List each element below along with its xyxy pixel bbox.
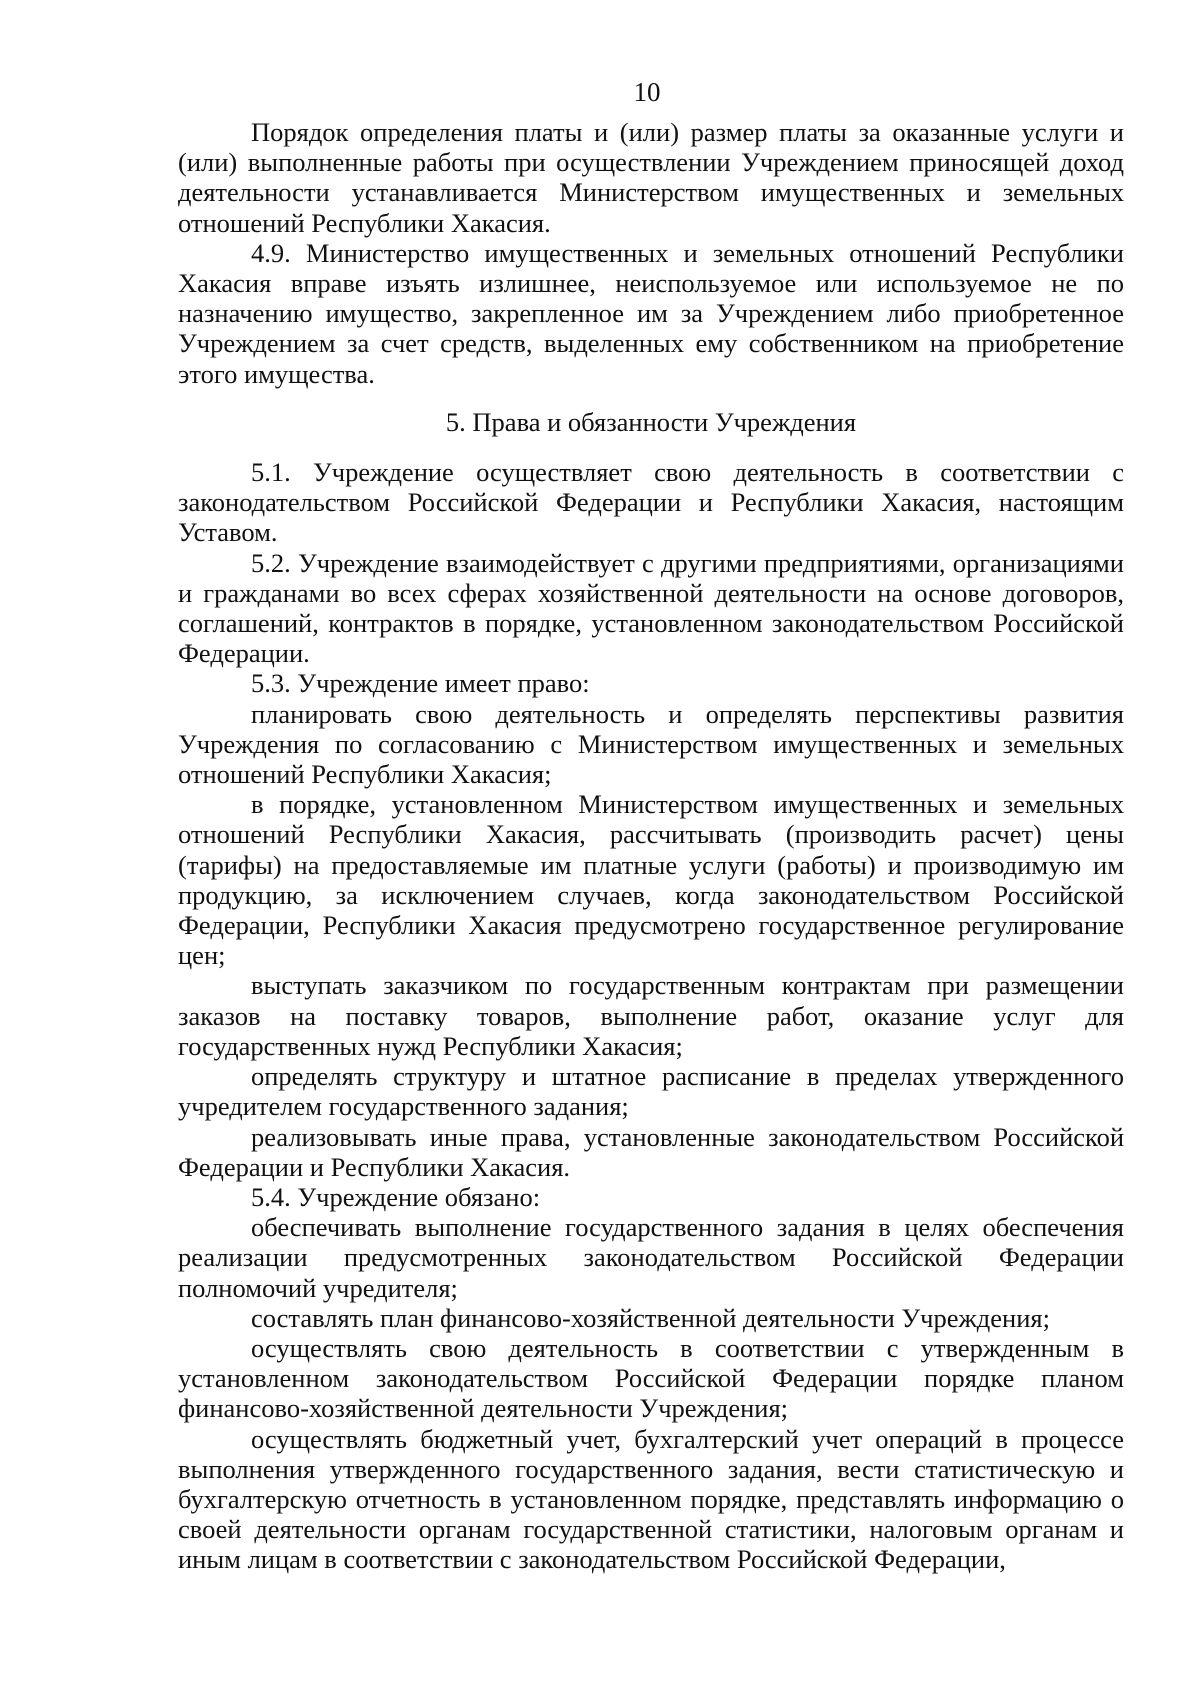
- paragraph-5-3: 5.3. Учреждение имеет право:: [251, 668, 590, 699]
- list-item-right-planning: планировать свою деятельность и определять перспективы развития Учреждения по согласованию с Министерством имущественных и земельных отношений Республики Хакасия;: [178, 698, 1124, 790]
- page-number: 10: [633, 77, 661, 107]
- list-item-duty-state-task: обеспечивать выполнение государственного задания в целях обеспечения реализации предусмотренных законодательством Российской Федерации полномочий учредителя;: [178, 1212, 1124, 1303]
- paragraph-5-1: 5.1. Учреждение осуществляет свою деятельность в соответствии с законодательством Российской Федерации и Республики Хакасия, настоящим Уставом.: [178, 457, 1124, 548]
- list-item-right-customer: выступать заказчиком по государственным контрактам при размещении заказов на поставку товаров, выполнение работ, оказание услуг для государственных нужд Республики Хакасия;: [178, 970, 1124, 1061]
- document-body: [178, 117, 1124, 1575]
- list-item-duty-plan: составлять план финансово-хозяйственной деятельности Учреждения;: [251, 1302, 1050, 1333]
- list-item-duty-accounting: осуществлять бюджетный учет, бухгалтерский учет операций в процессе выполнения утвержденного государственного задания, вести статистическую и бухгалтерскую отчетность в установленном порядке, представлять информацию о своей деятельности органам государственной статистики, налоговым органам и иным лицам в соответствии с законодательством Российской Федерации,: [178, 1423, 1124, 1575]
- list-item-right-structure: определять структуру и штатное расписание в пределах утвержденного учредителем государственного задания;: [178, 1061, 1124, 1122]
- list-item-duty-activity: осуществлять свою деятельность в соответствии с утвержденным в установленном законодательством Российской Федерации порядке планом финансово-хозяйственной деятельности Учреждения;: [178, 1332, 1124, 1424]
- list-item-right-pricing: в порядке, установленном Министерством имущественных и земельных отношений Республики Хакасия, рассчитывать (производить расчет) цены (тарифы) на предоставляемые им платные услуги (работы) и производимую им продукцию, за исключением случаев, когда законодательством Российской Федерации, Республики Хакасия предусмотрено государственное регулирование цен;: [178, 789, 1124, 971]
- list-item-right-other: реализовывать иные права, установленные законодательством Российской Федерации и Республики Хакасия.: [178, 1121, 1124, 1182]
- paragraph-5-2: 5.2. Учреждение взаимодействует с другими предприятиями, организациями и гражданами во всех сферах хозяйственной деятельности на основе договоров, соглашений, контрактов в порядке, установленном законодательством Российской Федерации.: [178, 547, 1124, 669]
- paragraph-4-9: 4.9. Министерство имущественных и земельных отношений Республики Хакасия вправе изъять излишнее, неиспользуемое или используемое не по назначению имущество, закрепленное им за Учреждением либо приобретенное Учреждением за счет средств, выделенных ему собственником на приобретение этого имущества.: [178, 237, 1124, 389]
- paragraph-fee-procedure: Порядок определения платы и (или) размер платы за оказанные услуги и (или) выполненные работы при осуществлении Учреждением приносящей доход деятельности устанавливается Министерством имущественных и земельных отношений Республики Хакасия.: [178, 117, 1124, 238]
- section-heading-5: 5. Права и обязанности Учреждения: [445, 406, 857, 437]
- paragraph-5-4: 5.4. Учреждение обязано:: [251, 1181, 541, 1212]
